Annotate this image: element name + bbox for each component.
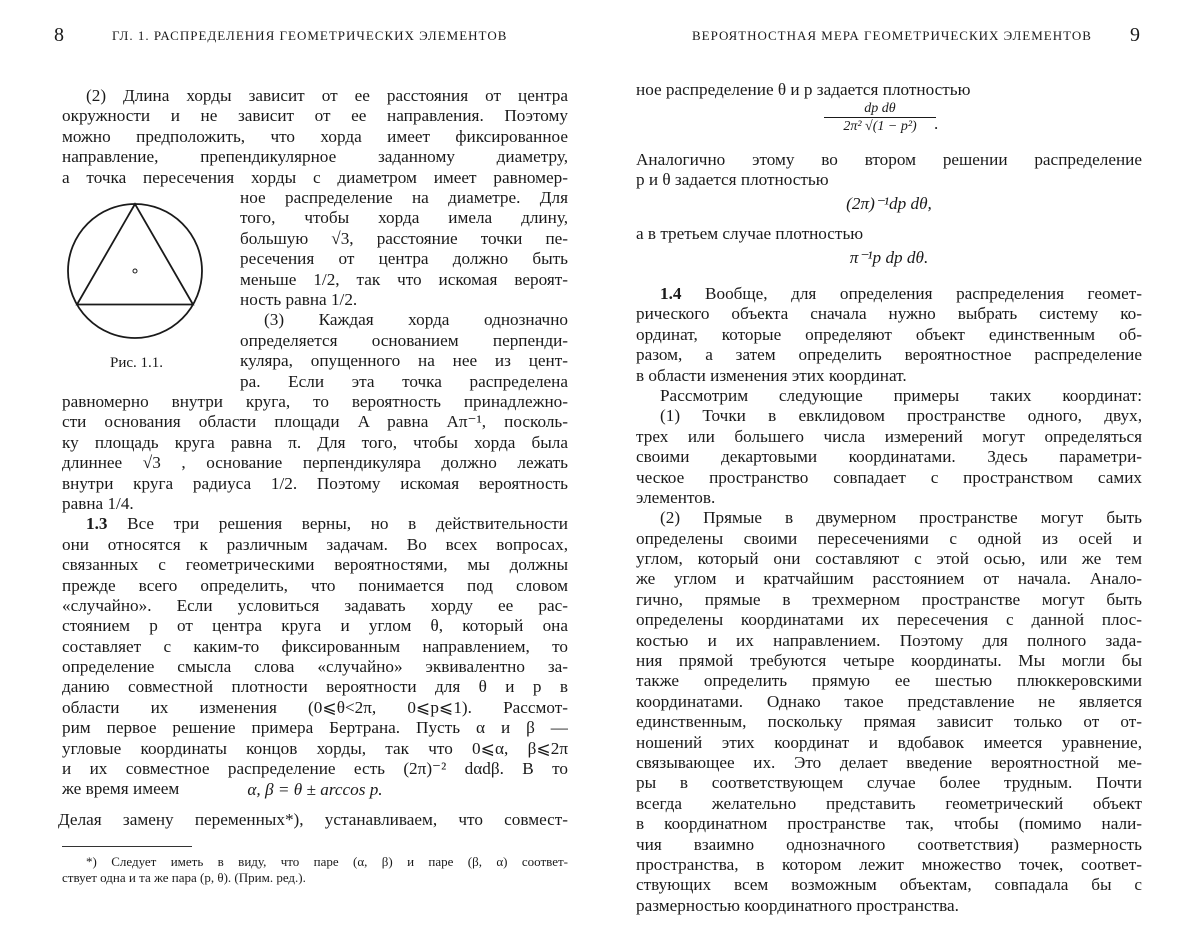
formula-density-1 bbox=[820, 100, 940, 135]
text-line: ры в соответствующем случае более трудным. Почти bbox=[636, 773, 1142, 793]
text-line: равномерно внутри круга, то вероятность принадлежно- bbox=[62, 392, 568, 411]
text-line: определены своими пересечениями с одной из осей и bbox=[636, 528, 1142, 548]
text-block-top bbox=[62, 86, 568, 188]
text-after-formula bbox=[58, 810, 568, 830]
text-line-3 bbox=[636, 224, 1142, 244]
text-line: прежде всего определить, что понимается под словом bbox=[62, 575, 568, 595]
text-line: ординат, которые определяют объект единственным об- bbox=[636, 324, 1142, 344]
text-line: куляра, опущенного на нее из цент- bbox=[240, 351, 568, 371]
text-line: также определить прямую ее шестью плюккеровскими bbox=[636, 671, 1142, 691]
text-line: «случайно». Если условиться задавать хорду ее рас- bbox=[62, 595, 568, 615]
text-block-bottom bbox=[62, 392, 568, 800]
text-line: костью и их направлением. Поэтому для полного зада- bbox=[636, 630, 1142, 650]
text-line: можно предположить, что хорда имеет фиксированное bbox=[62, 126, 568, 146]
text-line: внутри круга радиуса 1/2. Поэтому искомая вероятность bbox=[62, 473, 568, 493]
text-block-2 bbox=[636, 150, 1142, 191]
text-line: всегда желательно представить геометрический объект bbox=[636, 793, 1142, 813]
text-line: элементов. bbox=[636, 487, 716, 507]
formula: π⁻¹p dp dθ. bbox=[849, 248, 929, 267]
running-header-right: ВЕРОЯТНОСТНАЯ МЕРА ГЕОМЕТРИЧЕСКИХ ЭЛЕМЕНТОВ bbox=[692, 28, 1092, 43]
text-line: направление, препендикулярное заданному диаметру, bbox=[62, 147, 568, 167]
text-line-1 bbox=[636, 80, 1142, 100]
text-line: гично, прямые в трехмерном пространстве могут быть bbox=[636, 589, 1142, 609]
page-number-right: 9 bbox=[1130, 24, 1140, 46]
footnote-line: ствует одна и та же пара (p, θ). (Прим. ред.). bbox=[62, 870, 306, 885]
text-line: p и θ задается плотностью bbox=[636, 170, 829, 190]
text-line: определяется основанием перпенди- bbox=[240, 330, 568, 350]
text-line: пространства, в котором лежит множество точек, соответ- bbox=[636, 854, 1142, 874]
text-line: 1.3 Все три решения верны, но в действительности bbox=[86, 514, 568, 534]
text-line: а в третьем случае плотностью bbox=[636, 224, 864, 243]
text-line: рического объекта сначала нужно выбрать систему ко- bbox=[636, 304, 1142, 324]
footnote-line: *) Следует иметь в виду, что паре (α, β) и паре (β, α) соответ- bbox=[86, 854, 568, 869]
text-line: ное распределение θ и p задается плотностью bbox=[636, 80, 971, 99]
text-line: а точка пересечения хорды с диаметром имеет равномер- bbox=[62, 167, 568, 187]
section-number: 1.3 bbox=[86, 514, 108, 534]
text-line: координатами. Однако такое представление не является bbox=[636, 691, 1142, 711]
text-line: ку площадь круга равна π. Для того, чтобы хорда была bbox=[62, 432, 568, 452]
text-line: своими декартовыми координатами. Здесь параметри- bbox=[636, 447, 1142, 467]
text-line: (1) Точки в евклидовом пространстве одного, двух, bbox=[660, 406, 1142, 426]
text-line: того, чтобы хорда имела длину, bbox=[240, 208, 568, 228]
text-line: рим первое решение примера Бертрана. Пусть α и β — bbox=[62, 718, 568, 738]
text-line: углом, который они составляют с этой осью, или же тем bbox=[636, 549, 1142, 569]
text-line: окружности и не зависит от ее направления. Поэтому bbox=[62, 106, 568, 126]
text-line: разом, а затем определить вероятностное распределение bbox=[636, 345, 1142, 365]
text-line: чия взаимно однозначного соответствия) размерность bbox=[636, 834, 1142, 854]
text-line: Аналогично этому во втором решении распределение bbox=[636, 150, 1142, 169]
text-line: они относятся к различным задачам. Во всех вопросах, bbox=[62, 534, 568, 554]
text-line: составляет с каким-то фиксированным направлением, то bbox=[62, 636, 568, 656]
center-point bbox=[133, 269, 137, 273]
text-line: Рассмотрим следующие примеры таких координат: bbox=[660, 385, 1142, 405]
text-line: ное распределение на диаметре. Для bbox=[240, 188, 568, 207]
formula-density-2 bbox=[636, 194, 1142, 214]
circle bbox=[68, 204, 202, 338]
footnote bbox=[62, 854, 568, 886]
inscribed-triangle bbox=[77, 204, 193, 305]
text-line: стоянием p от центра круга и углом θ, который она bbox=[62, 616, 568, 636]
text-line: угловые координаты концов хорды, так что 0⩽α, β⩽2π bbox=[62, 738, 568, 758]
text-line: единственным, поскольку прямая зависит только от от- bbox=[636, 712, 1142, 732]
formula-arccos: α, β = θ ± arccos p. bbox=[247, 780, 383, 799]
text-line: длиннее √3 , основание перпендикуляра должно лежать bbox=[62, 453, 568, 473]
figure-caption: Рис. 1.1. bbox=[110, 355, 164, 371]
text-line: в координатном пространстве так, чтобы (помимо нали- bbox=[636, 814, 1142, 834]
formula: (2π)⁻¹dp dθ, bbox=[846, 194, 932, 213]
right-page: ВЕРОЯТНОСТНАЯ МЕРА ГЕОМЕТРИЧЕСКИХ ЭЛЕМЕНТОВ 9 ное распределение θ и p задается плотностью dp dθ 2π² √(1 − p²) . Аналогично этому во втором решении распределение p и θ задается плотностью (2π)⁻¹dp dθ, а в третьем случае плотностью π⁻¹p dp dθ. 1.4 Вообще, для определения распределения геомет- рического объекта сначала нужно выбрать систему ко- ординат, которые определяют объект единственным об- разом, а затем определить вероятностное распределение в области изменения этих координат. Рассмотрим следующие примеры таких координат: (1) Точки в евклидовом пространстве одного, двух, трех или большего числа измерений могут определяться своими декартовыми координатами. Здесь параметри- ческое пространство совпадает с пространством самих элементов. (2) Прямые в двумерном пространстве могут быть определены своими пересечениями с одной из осей и углом, который они составляют с этой осью, или же тем же углом и кратчайшим расстоянием от начала. Анало- гично, прямые в трехмерном пространстве могут быть определены координатами их пересечения с данной плос- костью и их направлением. Поэтому для полного зада- ния прямой требуются четыре координаты. Мы могли бы также определить прямую ее шестью плюккеровскими координатами. Однако такое представление не является единственным, поскольку прямая зависит только от от- ношений этих координат и вдобавок имеется уравнение, связывающее их. Это делает введение вероятностной ме- ры в соответствующем случае более трудным. Почти всегда желательно представить геометрический объект в координатном пространстве так, чтобы (помимо нали- чия взаимно однозначного соответствия) размерность пространства, в котором лежит множество точек, соответ- ствующих всем возможным объектам, совпадала бы с размерностью координатного пространства. bbox=[636, 24, 1142, 915]
text-line: меньше 1/2, так что искомая вероят- bbox=[240, 269, 568, 289]
text-line: и их совместное распределение есть (2π)⁻² dαdβ. В то bbox=[62, 759, 568, 779]
text-line: ствующих всем возможным объектам, совпадала бы с bbox=[636, 875, 1142, 895]
text-line: равна 1/4. bbox=[62, 493, 134, 513]
circle-triangle-figure bbox=[60, 196, 210, 346]
text-line: же время имеем bbox=[62, 779, 180, 799]
text-line: ношений этих координат и вдобавок имеется уравнение, bbox=[636, 732, 1142, 752]
text-block-main bbox=[636, 284, 1142, 916]
text-line: определение смысла слова «случайно» эквивалентно за- bbox=[62, 657, 568, 677]
text-line: 1.4 Вообще, для определения распределения геомет- bbox=[660, 284, 1142, 303]
text-line: ра. Если эта точка распределена bbox=[240, 371, 568, 391]
text-line: связанных с геометрическими вероятностями, мы должны bbox=[62, 555, 568, 575]
page-number-left: 8 bbox=[54, 24, 64, 46]
formula-density-3 bbox=[636, 248, 1142, 268]
formula-numerator: dp dθ bbox=[864, 101, 896, 116]
text-line: размерностью координатного пространства. bbox=[636, 895, 959, 915]
text-line: ность равна 1/2. bbox=[240, 289, 358, 309]
text-line: ния прямой требуются четыре координаты. Мы могли бы bbox=[636, 651, 1142, 671]
text-line: связывающее их. Это делает введение вероятностной ме- bbox=[636, 752, 1142, 772]
text-line: ресечения от центра должно быть bbox=[240, 249, 568, 269]
text-line: определены координатами их пересечения с данной плос- bbox=[636, 610, 1142, 630]
formula-denominator: 2π² √(1 − p²) bbox=[843, 119, 917, 134]
text-line: сти основания области площади A равна Aπ⁻¹, посколь- bbox=[62, 412, 568, 432]
formula-block bbox=[62, 780, 568, 800]
text-line: большую √3, расстояние точки пе- bbox=[240, 228, 568, 248]
section-number: 1.4 bbox=[660, 284, 682, 303]
text-block-side bbox=[240, 188, 568, 392]
text-line: (3) Каждая хорда однозначно bbox=[264, 310, 568, 330]
text-line: в области изменения этих координат. bbox=[636, 365, 907, 385]
text-line: Делая замену переменных*), устанавливаем, что совмест- bbox=[58, 810, 568, 829]
text-line: трех или большего числа измерений могут определяться bbox=[636, 426, 1142, 446]
footnote-rule bbox=[62, 846, 192, 847]
text-line: же углом и кратчайшим расстоянием от начала. Анало- bbox=[636, 569, 1142, 589]
text-line: (2) Длина хорды зависит от ее расстояния от центра bbox=[86, 86, 568, 105]
text-line: области их изменения (0⩽θ<2π, 0⩽p⩽1). Рассмот- bbox=[62, 697, 568, 717]
running-header-left: ГЛ. 1. РАСПРЕДЕЛЕНИЯ ГЕОМЕТРИЧЕСКИХ ЭЛЕМЕНТОВ bbox=[112, 28, 508, 43]
text-line: ческое пространство совпадает с пространством самих bbox=[636, 467, 1142, 487]
text-line: данию совместной плотности вероятности для θ и p в bbox=[62, 677, 568, 697]
text-line: (2) Прямые в двумерном пространстве могут быть bbox=[660, 508, 1142, 528]
